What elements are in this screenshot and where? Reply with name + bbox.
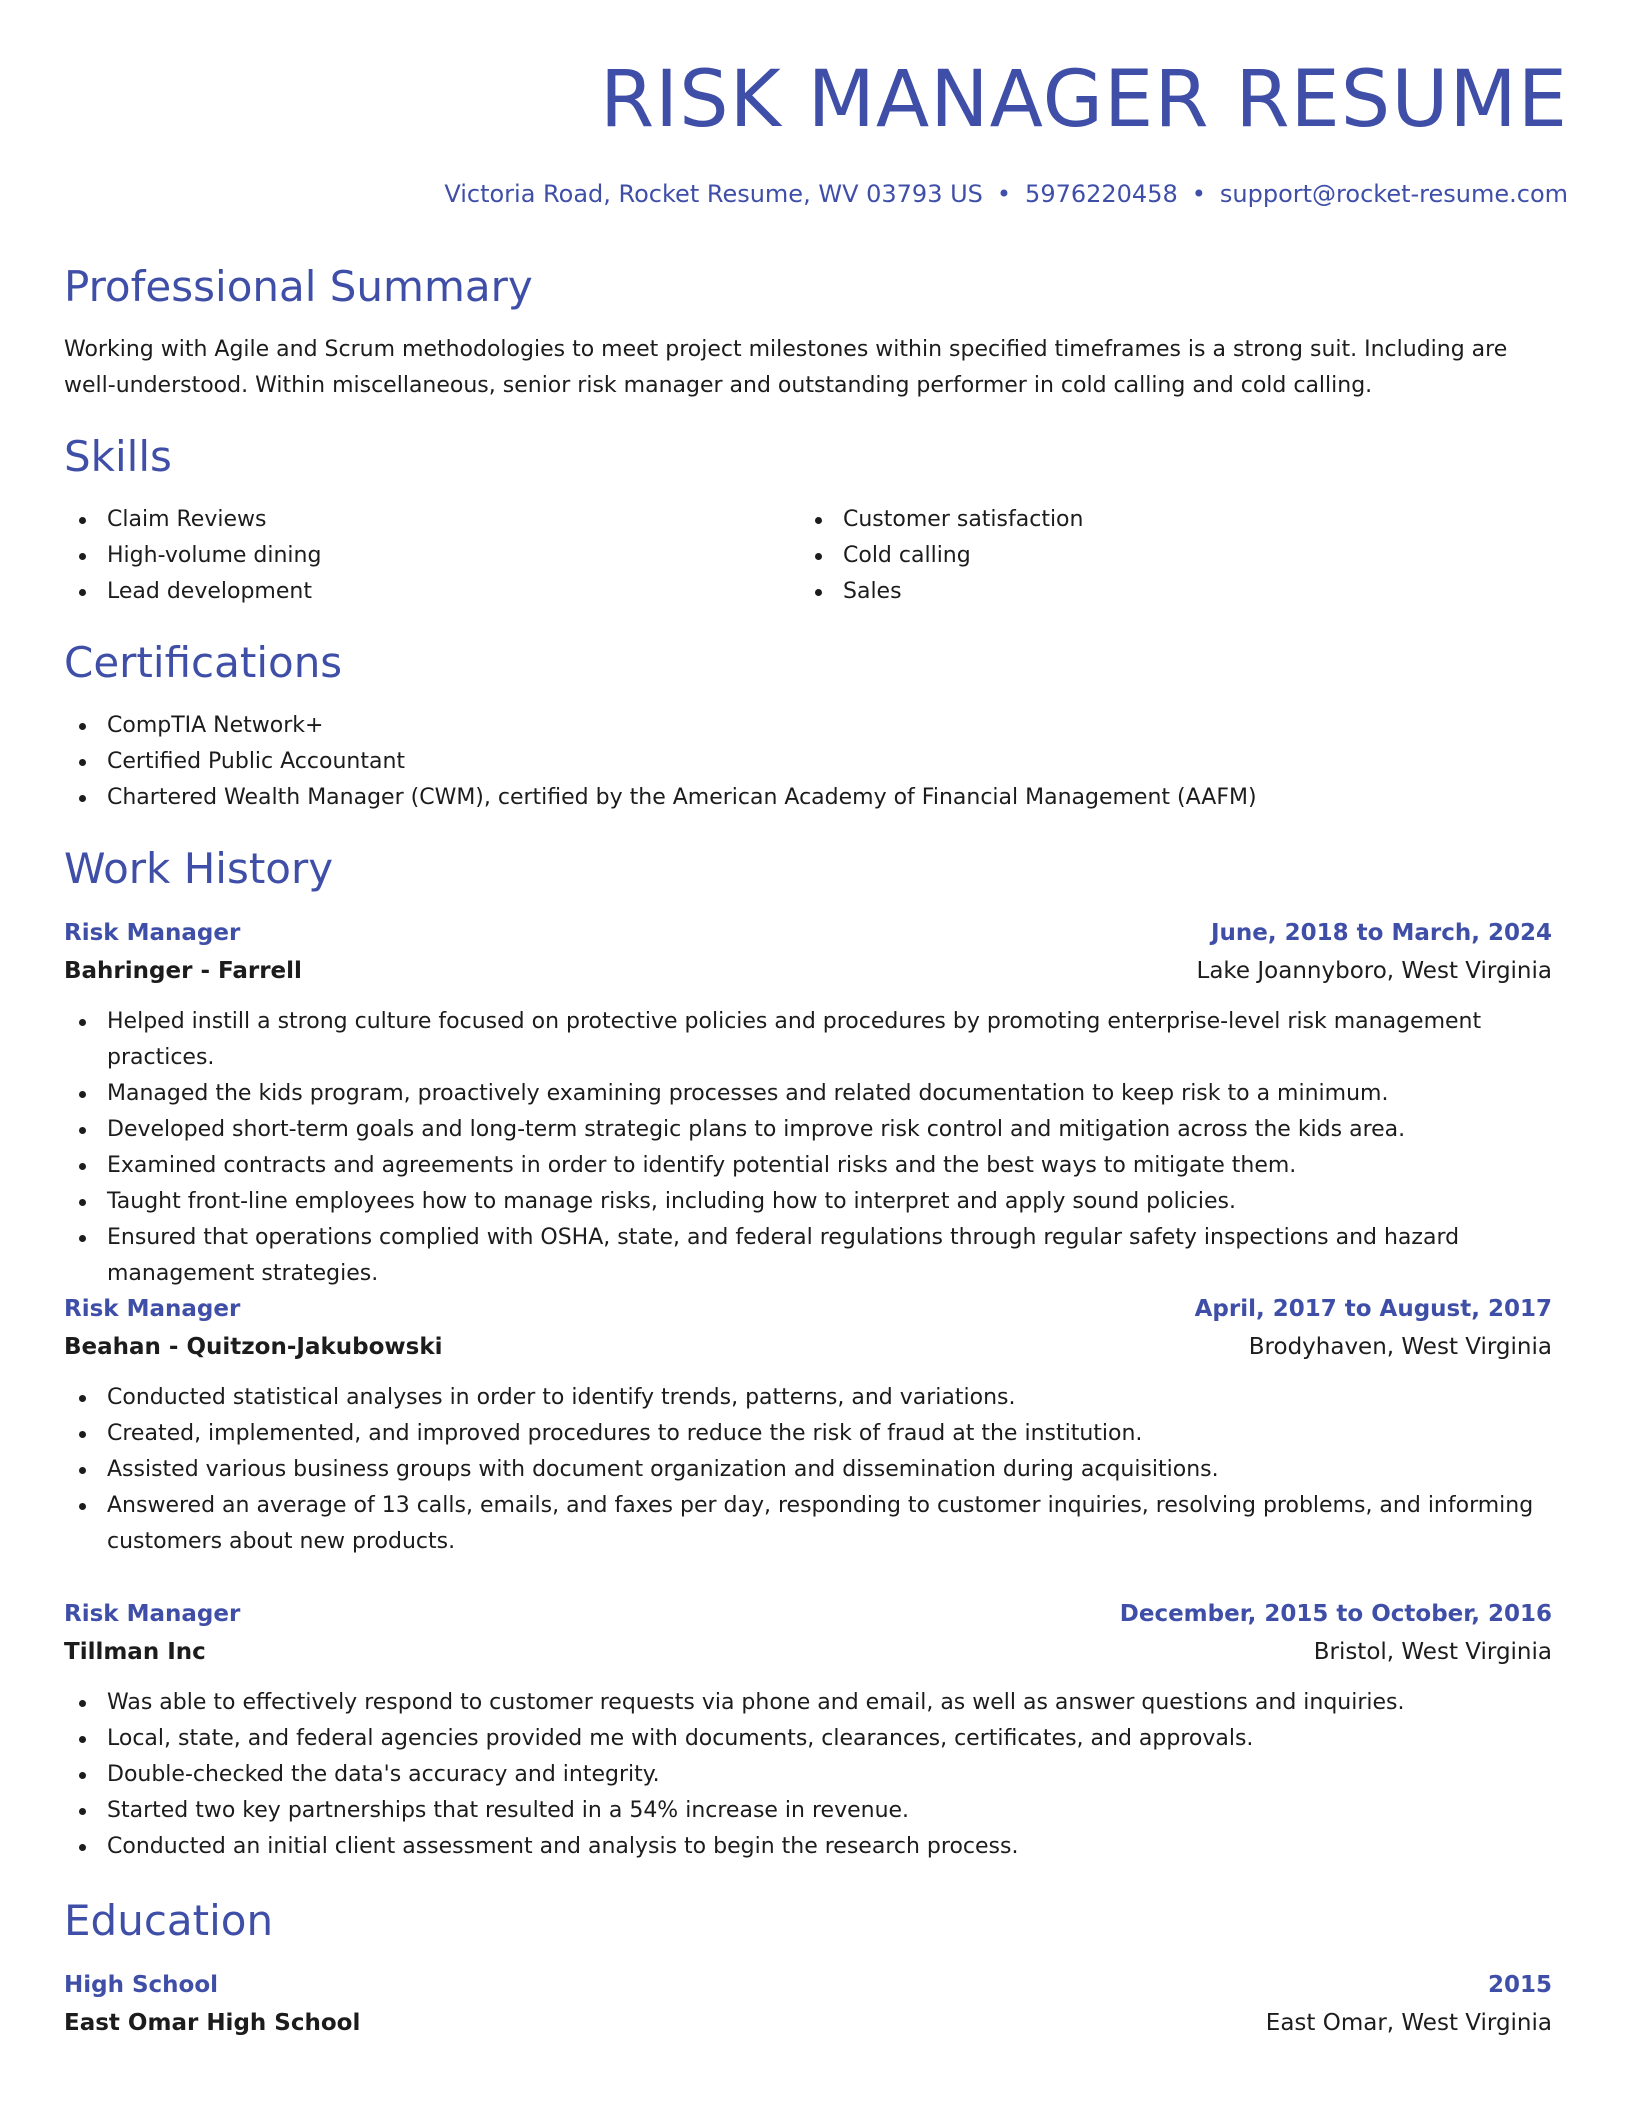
job-bullet-text: Managed the kids program, proactively examining processes and related documentation to keep risk to a minimum.	[107, 1081, 1389, 1106]
job-bullet	[64, 1488, 1552, 1560]
job-entry	[64, 1595, 1552, 1865]
skills-list-right	[800, 502, 1083, 610]
bullet-dot	[79, 759, 86, 766]
skill-item	[800, 502, 1083, 538]
job-bullets	[64, 1380, 1552, 1560]
bullet-dot	[79, 1019, 86, 1026]
job-bullet-text: Local, state, and federal agencies provided me with documents, clearances, certificates, and approvals.	[107, 1726, 1254, 1751]
bullet-dot	[815, 553, 822, 560]
bullet-dot	[815, 589, 822, 596]
bullet-dot	[79, 1772, 86, 1779]
bullet-dot	[815, 517, 822, 524]
bullet-dot	[79, 1395, 86, 1402]
education-entry	[64, 1966, 1552, 2042]
skill-item	[800, 574, 1083, 610]
skill-item	[64, 538, 321, 574]
job-location: Brodyhaven, West Virginia	[1248, 1334, 1552, 1360]
education-year: 2015	[1487, 1972, 1552, 1998]
bullet-dot	[79, 1235, 86, 1242]
education-degree: High School	[64, 1972, 219, 1998]
skill-label: High-volume dining	[107, 543, 322, 568]
skills-list-left	[64, 502, 321, 610]
contact-phone: 5976220458	[1025, 180, 1178, 208]
skills-heading: Skills	[64, 432, 172, 481]
bullet-dot	[79, 1163, 86, 1170]
job-bullet	[64, 1793, 1552, 1829]
resume-title: RISK MANAGER RESUME	[599, 55, 1568, 145]
job-bullet	[64, 1416, 1552, 1452]
skill-label: Sales	[843, 579, 902, 604]
job-location: Bristol, West Virginia	[1313, 1639, 1552, 1665]
job-role: Risk Manager	[64, 1601, 241, 1627]
job-location: Lake Joannyboro, West Virginia	[1196, 958, 1552, 984]
bullet-dot	[79, 1808, 86, 1815]
education-school: East Omar High School	[64, 2010, 361, 2036]
certification-label: Certified Public Accountant	[107, 749, 406, 774]
education-location: East Omar, West Virginia	[1265, 2010, 1552, 2036]
bullet-dot	[79, 795, 86, 802]
contact-separator: •	[996, 180, 1012, 208]
job-bullet	[64, 1220, 1552, 1292]
job-company: Bahringer - Farrell	[64, 958, 302, 984]
bullet-dot	[79, 1467, 86, 1474]
job-bullet	[64, 1148, 1552, 1184]
job-entry	[64, 1290, 1552, 1560]
education-heading: Education	[64, 1896, 274, 1945]
skill-label: Cold calling	[843, 543, 971, 568]
bullet-dot	[79, 1431, 86, 1438]
bullet-dot	[79, 1503, 86, 1510]
bullet-dot	[79, 1736, 86, 1743]
job-dates: April, 2017 to August, 2017	[1194, 1296, 1552, 1322]
skill-label: Customer satisfaction	[843, 507, 1084, 532]
certifications-list	[64, 708, 1564, 816]
contact-separator: •	[1191, 180, 1206, 208]
job-bullet-text: Ensured that operations complied with OSHA, state, and federal regulations through regular safety inspections and hazard management strategies.	[107, 1225, 1460, 1286]
job-bullet-text: Created, implemented, and improved procedures to reduce the risk of fraud at the institution.	[107, 1421, 1143, 1446]
job-bullet	[64, 1380, 1552, 1416]
job-bullet-text: Developed short-term goals and long-term strategic plans to improve risk control and mitigation across the kids area.	[107, 1117, 1406, 1142]
job-entry	[64, 914, 1552, 1292]
skill-item	[800, 538, 1083, 574]
contact-email: support@rocket-resume.com	[1219, 180, 1568, 208]
job-bullet-text: Helped instill a strong culture focused on protective policies and procedures by promoting enterprise-level risk management practices.	[107, 1009, 1482, 1070]
bullet-dot	[79, 1700, 86, 1707]
job-company: Beahan - Quitzon-Jakubowski	[64, 1334, 443, 1360]
job-bullet	[64, 1829, 1552, 1865]
summary-heading: Professional Summary	[64, 262, 533, 311]
job-role: Risk Manager	[64, 1296, 241, 1322]
bullet-dot	[79, 517, 86, 524]
job-dates: June, 2018 to March, 2024	[1211, 920, 1552, 946]
skill-label: Lead development	[107, 579, 312, 604]
job-bullet-text: Answered an average of 13 calls, emails, and faxes per day, responding to customer inquiries, resolving problems, and informing customers about new products.	[107, 1493, 1534, 1554]
job-bullet-text: Was able to effectively respond to customer requests via phone and email, as well as answer questions and inquiries.	[107, 1690, 1405, 1715]
job-company: Tillman Inc	[64, 1639, 206, 1665]
job-bullets	[64, 1685, 1552, 1865]
job-bullet	[64, 1076, 1552, 1112]
skill-item	[64, 502, 321, 538]
bullet-dot	[79, 1127, 86, 1134]
summary-text: Working with Agile and Scrum methodologies to meet project milestones within specified timeframes is a strong suit. Including are well-understood. Within miscellaneous, senior risk manager and outstanding performer in cold calling and cold calling.	[64, 337, 1508, 398]
job-bullet	[64, 1112, 1552, 1148]
job-bullet	[64, 1685, 1552, 1721]
job-bullet-text: Examined contracts and agreements in order to identify potential risks and the best ways to mitigate them.	[107, 1153, 1297, 1178]
contact-address: Victoria Road, Rocket Resume, WV 03793 US	[444, 180, 983, 208]
bullet-dot	[79, 1091, 86, 1098]
bullet-dot	[79, 553, 86, 560]
certification-item	[64, 780, 1564, 816]
job-bullet	[64, 1721, 1552, 1757]
job-role: Risk Manager	[64, 920, 241, 946]
job-dates: December, 2015 to October, 2016	[1119, 1601, 1552, 1627]
contact-line	[444, 178, 1568, 210]
skill-item	[64, 574, 321, 610]
job-bullet	[64, 1184, 1552, 1220]
job-bullet	[64, 1004, 1552, 1076]
certification-item	[64, 708, 1564, 744]
certification-label: Chartered Wealth Manager (CWM), certified by the American Academy of Financial Management (AAFM)	[107, 785, 1257, 810]
certifications-heading: Certifications	[64, 638, 343, 687]
certification-label: CompTIA Network+	[107, 713, 324, 738]
work-history-heading: Work History	[64, 844, 334, 893]
bullet-dot	[79, 1844, 86, 1851]
skill-label: Claim Reviews	[107, 507, 267, 532]
job-bullet	[64, 1452, 1552, 1488]
job-bullet-text: Conducted an initial client assessment and analysis to begin the research process.	[107, 1834, 1019, 1859]
job-bullet-text: Assisted various business groups with document organization and dissemination during acquisitions.	[107, 1457, 1219, 1482]
job-bullet-text: Taught front-line employees how to manage risks, including how to interpret and apply sound policies.	[107, 1189, 1237, 1214]
bullet-dot	[79, 1199, 86, 1206]
certification-item	[64, 744, 1564, 780]
job-bullet-text: Started two key partnerships that resulted in a 54% increase in revenue.	[107, 1798, 910, 1823]
job-bullet	[64, 1757, 1552, 1793]
job-bullet-text: Double-checked the data's accuracy and integrity.	[107, 1762, 660, 1787]
bullet-dot	[79, 589, 86, 596]
job-bullet-text: Conducted statistical analyses in order to identify trends, patterns, and variations.	[107, 1385, 1016, 1410]
bullet-dot	[79, 723, 86, 730]
job-bullets	[64, 1004, 1552, 1292]
